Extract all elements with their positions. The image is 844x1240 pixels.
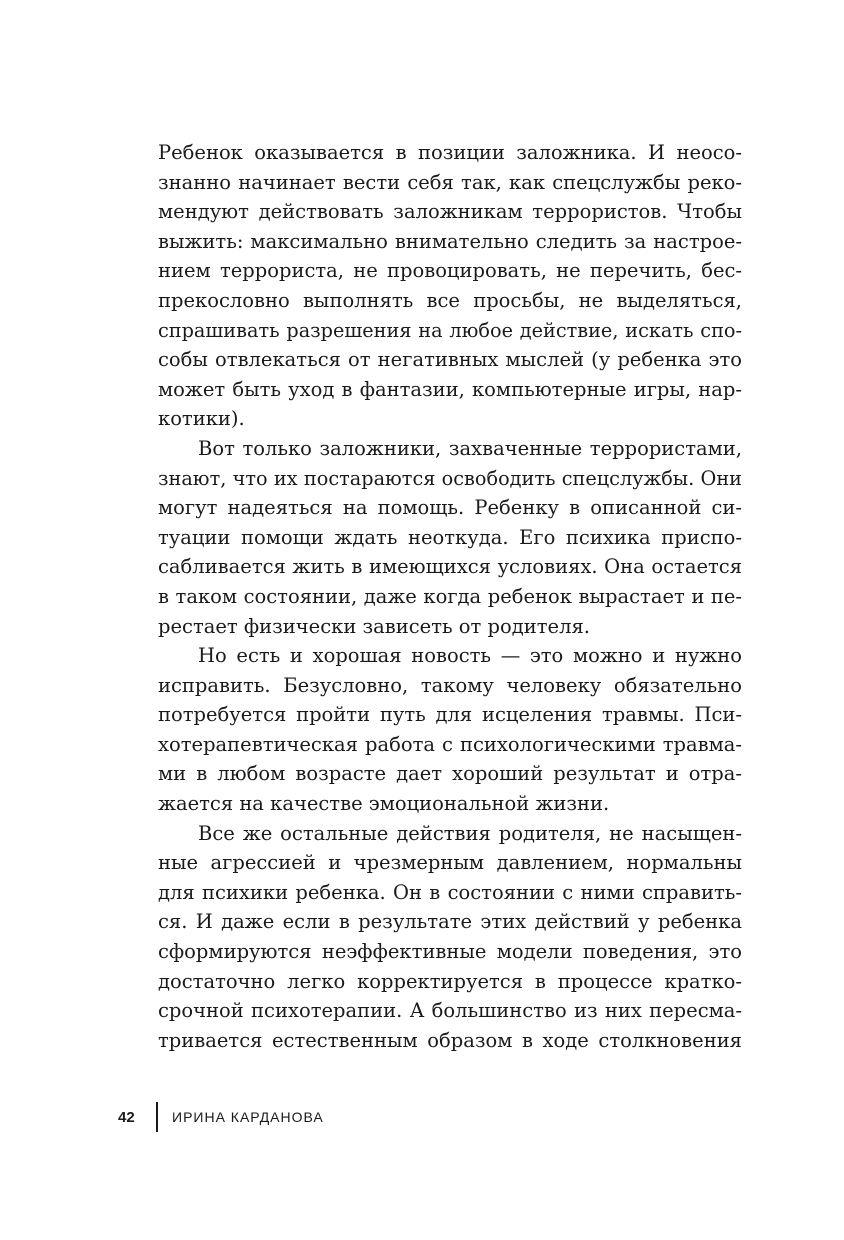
page-footer <box>118 1102 324 1132</box>
text-line: достаточно легко корректируется в процессе кратко- <box>158 969 742 993</box>
text-line: Ребенок оказывается в позиции заложника. И неосо- <box>158 141 742 164</box>
body-text <box>158 138 742 1055</box>
text-line: хотерапевтическая работа с психологическими травма- <box>158 732 742 756</box>
text-line: в таком состоянии, даже когда ребенок вырастает и пе- <box>158 584 742 608</box>
text-line: спрашивать разрешения на любое действие, искать спо- <box>158 318 742 342</box>
text-line: ся. И даже если в результате этих действий у ребенка <box>158 910 742 934</box>
text-line: знанно начинает вести себя так, как спецслужбы реко- <box>158 170 742 194</box>
text-line: рестает физически зависеть от родителя. <box>158 614 590 638</box>
footer-divider <box>156 1102 158 1132</box>
text-line: котики). <box>158 407 245 431</box>
text-line: сабливается жить в имеющихся условиях. Она остается <box>158 555 742 579</box>
text-line: Все же остальные действия родителя, не насыщен- <box>198 821 742 845</box>
text-line: туации помощи ждать неоткуда. Его психика приспо- <box>158 525 742 549</box>
text-line: потребуется пройти путь для исцеления травмы. Пси- <box>158 703 742 727</box>
author-name: ИРИНА КАРДАНОВА <box>172 1109 324 1125</box>
text-line: срочной психотерапии. А большинство из них пересма- <box>158 999 742 1023</box>
text-line: ные агрессией и чрезмерным давлением, нормальны <box>158 851 742 875</box>
text-line: прекословно выполнять все просьбы, не выделяться, <box>158 288 742 312</box>
text-line: нием террориста, не провоцировать, не перечить, бес- <box>158 259 742 283</box>
text-line: для психики ребенка. Он в состоянии с ними справить- <box>158 880 742 904</box>
text-line: знают, что их постараются освободить спецслужбы. Они <box>158 466 742 490</box>
text-line: собы отвлекаться от негативных мыслей (у ребенка это <box>158 348 742 372</box>
text-line: может быть уход в фантазии, компьютерные игры, нар- <box>158 377 742 401</box>
text-line: тривается естественным образом в ходе столкновения <box>158 1028 742 1052</box>
text-line: исправить. Безусловно, такому человеку обязательно <box>158 673 742 697</box>
text-line: выжить: максимально внимательно следить за настрое- <box>158 229 742 253</box>
text-line: Вот только заложники, захваченные террористами, <box>198 436 742 460</box>
text-line: Но есть и хорошая новость — это можно и нужно <box>198 644 742 668</box>
text-line: ми в любом возрасте дает хороший результат и отра- <box>158 762 742 786</box>
text-line: жается на качестве эмоциональной жизни. <box>158 792 610 816</box>
text-line: могут надеяться на помощь. Ребенку в описанной си- <box>158 496 742 520</box>
page-number: 42 <box>118 1108 135 1126</box>
text-line: мендуют действовать заложникам террористов. Чтобы <box>158 200 742 224</box>
text-line: сформируются неэффективные модели поведения, это <box>158 940 742 964</box>
